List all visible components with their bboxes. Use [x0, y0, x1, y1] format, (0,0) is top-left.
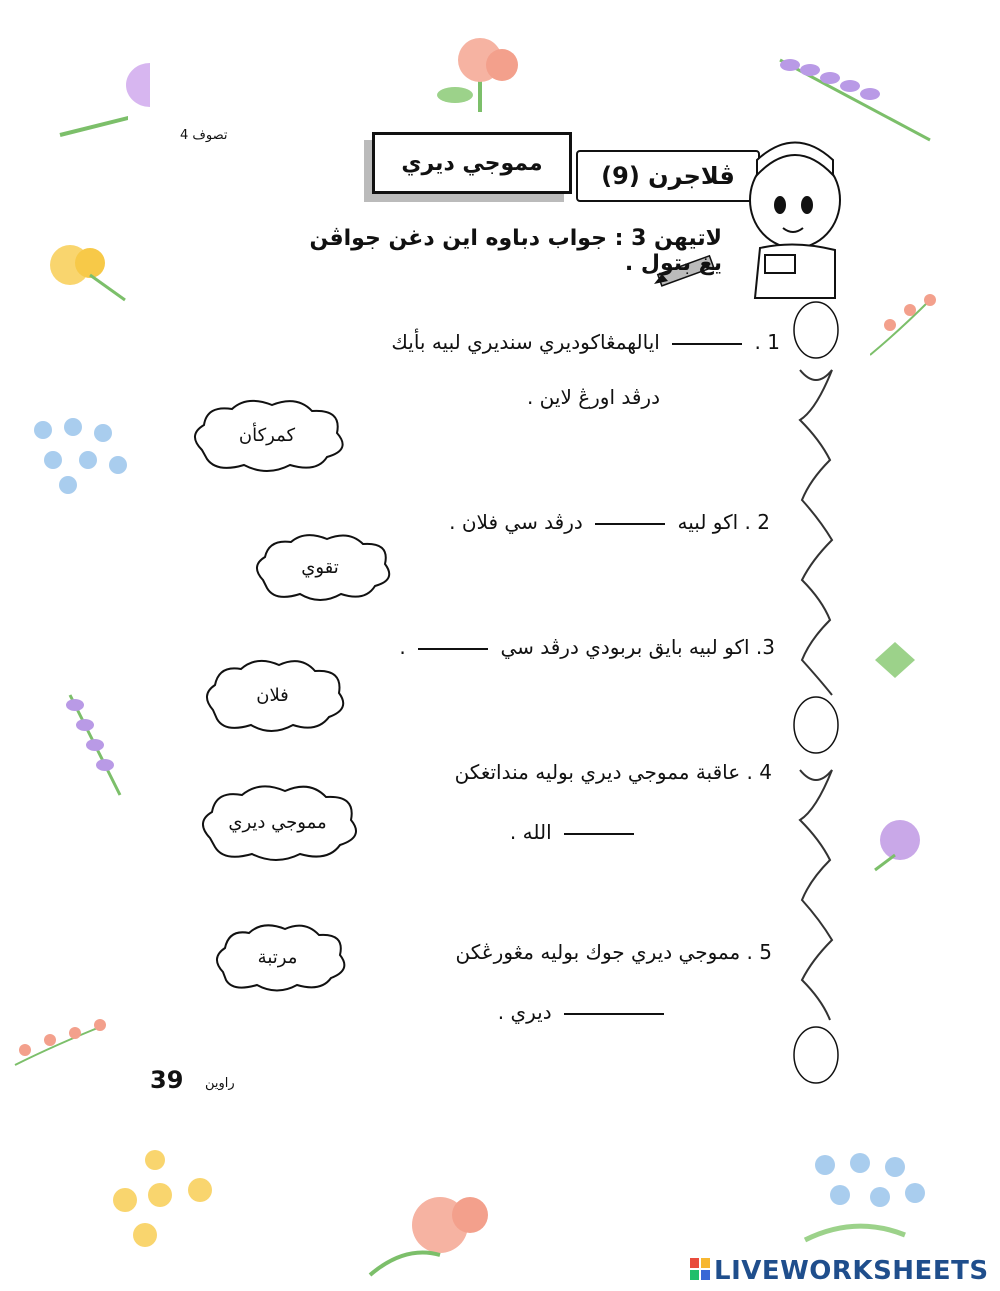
- topic-label: تصوف 4: [180, 128, 228, 143]
- question-4-line2: [420, 820, 640, 844]
- question-3-text-after: .: [399, 635, 406, 659]
- question-2-text-before: اكو لبيه: [677, 510, 739, 534]
- flower-decoration-right-purple: [865, 815, 935, 875]
- answer-option-text: مرتبة: [257, 947, 298, 968]
- answer-blank-4[interactable]: [564, 833, 634, 835]
- calligraphy-border-decoration: [790, 300, 842, 1105]
- page-number: 39: [150, 1066, 184, 1094]
- question-4-number: 4 .: [746, 760, 772, 784]
- answer-option-cloud[interactable]: [245, 530, 395, 605]
- liveworksheets-logo-icon: [690, 1258, 710, 1280]
- question-1-number: 1 .: [754, 330, 780, 354]
- question-4: [400, 760, 772, 784]
- worksheet-title: مموجي ديري: [372, 132, 572, 194]
- answer-option-cloud[interactable]: [182, 395, 352, 475]
- flower-decoration-bottom-right: [795, 1145, 945, 1245]
- lesson-label: ڤلاجرن (9): [576, 150, 760, 202]
- answer-option-cloud[interactable]: [205, 920, 350, 995]
- question-1: [360, 330, 780, 354]
- flower-decoration-left-blue: [28, 415, 128, 495]
- answer-option-cloud[interactable]: [190, 780, 365, 865]
- answer-option-text: تقوي: [301, 557, 339, 578]
- answer-option-text: كمركأن: [238, 424, 296, 446]
- answer-blank-1[interactable]: [672, 343, 742, 345]
- page-label: راوين: [205, 1076, 235, 1091]
- flower-decoration-left-yellow: [40, 235, 130, 305]
- sprig-decoration-right: [860, 290, 940, 360]
- answer-blank-5[interactable]: [564, 1013, 664, 1015]
- question-5-number: 5 .: [746, 940, 772, 964]
- question-3-text-before: اكو لبيه بايق بربودي درڤد سي: [500, 635, 750, 659]
- answer-option-text: مموجي ديري: [228, 812, 327, 833]
- question-3-number: 3.: [755, 635, 775, 659]
- question-5: [410, 940, 772, 964]
- boy-mascot-illustration: [735, 130, 850, 300]
- flower-decoration-bottom-left: [105, 1140, 235, 1250]
- lavender-decoration-left: [60, 690, 130, 800]
- question-1-text: ايالهمڠاكوديري سنديري لبيه بأيك: [391, 330, 660, 354]
- liveworksheets-brand[interactable]: LIVEWORKSHEETS: [714, 1256, 989, 1286]
- answer-blank-3[interactable]: [418, 648, 488, 650]
- answer-option-text: فلان: [256, 684, 289, 706]
- answer-option-cloud[interactable]: [195, 655, 350, 735]
- question-5-text-after: ديري .: [497, 1000, 552, 1024]
- question-3: [360, 635, 775, 659]
- leaf-decoration-right: [870, 640, 920, 680]
- question-1-line2: درڤد اورڠ لاين .: [526, 385, 660, 409]
- question-2-number: 2 .: [744, 510, 770, 534]
- question-4-text-after: الله .: [509, 820, 552, 844]
- question-4-text: عاقبة مموجي ديري بوليه منداتغكن: [454, 760, 741, 784]
- question-5-line2: [440, 1000, 670, 1024]
- question-2-text-after: درڤد سي فلان .: [449, 510, 583, 534]
- question-2: [380, 510, 770, 534]
- sprig-decoration-left-bottom: [5, 1015, 115, 1075]
- question-5-text: مموجي ديري جوك بوليه مڠورڠكن: [455, 940, 741, 964]
- answer-blank-2[interactable]: [595, 523, 665, 525]
- flower-decoration-bottom-center: [355, 1185, 525, 1291]
- instruction-text: لاتيهن 3 : جواب دباوه اين دغن جواڤن يغ بتول .: [309, 226, 722, 276]
